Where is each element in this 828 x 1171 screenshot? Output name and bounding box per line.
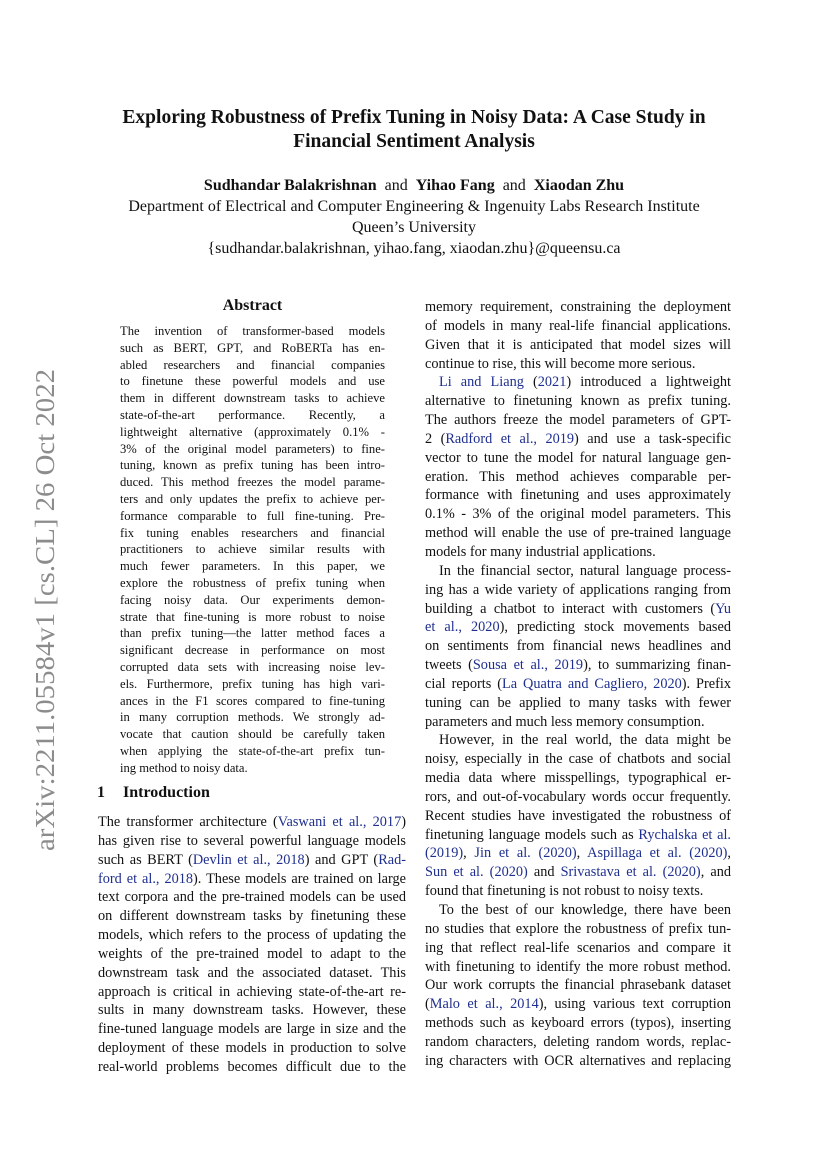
text-segment: sults in many downstream tasks. However, these	[98, 1002, 406, 1019]
text-line	[98, 1020, 406, 1039]
text-segment: deployment of these models in production to solve	[98, 1040, 406, 1057]
text-segment: method will enable the use of pre-trained language	[425, 525, 731, 542]
abstract-line: vocate that caution should be carefully taken	[120, 727, 385, 742]
text-segment: tuning can be applied to many tasks with fewer	[425, 694, 731, 711]
text-segment: models, which refers to the process of updating the	[98, 927, 406, 944]
text-segment: methods such as keyboard errors (typos), inserting	[425, 1015, 731, 1032]
text-line	[425, 882, 731, 901]
citation-link[interactable]: et al., 2020	[425, 619, 500, 636]
right-column-body	[425, 298, 731, 1071]
text-segment: )	[401, 814, 406, 830]
text-segment: media data where misspellings, typographical er-	[425, 770, 731, 787]
author-conjunction: and	[502, 177, 526, 194]
text-segment: ), using various text corruption	[538, 996, 731, 1013]
text-line	[425, 430, 731, 449]
text-segment: random characters, deleting random words, replac-	[425, 1033, 731, 1050]
author-conjunction: and	[384, 177, 408, 194]
abstract-line: ances in the F1 scores compared to fine-tuning	[120, 693, 385, 708]
title-line-2: Financial Sentiment Analysis	[293, 131, 535, 152]
text-line	[425, 505, 731, 524]
abstract-line: facing noisy data. Our experiments demon-	[120, 592, 385, 607]
text-segment: Recent studies have investigated the robustness of	[425, 807, 731, 824]
citation-link[interactable]: Malo et al., 2014	[429, 996, 539, 1013]
text-segment: ,	[727, 845, 731, 862]
abstract-line: els. Furthermore, prefix tuning has high vari-	[120, 676, 385, 691]
text-line	[425, 976, 731, 995]
text-line	[425, 826, 731, 845]
abstract-line: much fewer parameters. In this paper, we	[120, 559, 385, 574]
text-segment: fine-tuned language models are large in size and the	[98, 1021, 406, 1038]
affiliation: Department of Electrical and Computer Engineering & Ingenuity Labs Research Institute	[128, 198, 700, 215]
citation-link[interactable]: Aspillaga et al. (2020)	[587, 845, 728, 862]
citation-link[interactable]: Sun et al. (2020)	[425, 864, 528, 881]
text-segment: parameters and much less memory consumption.	[425, 713, 705, 730]
university: Queen’s University	[352, 219, 476, 236]
text-segment: weights of the pre-trained model to adapt to the	[98, 945, 406, 962]
text-segment: , and	[700, 864, 731, 881]
text-line	[425, 863, 731, 882]
text-line	[98, 1001, 406, 1020]
abstract-line: explore the robustness of prefix tuning when	[120, 575, 385, 590]
author-name: Yihao Fang	[415, 177, 495, 194]
text-segment: ). Prefix	[681, 675, 731, 692]
text-line	[425, 844, 731, 863]
text-segment: Given that it is anticipated that model sizes will	[425, 336, 731, 353]
text-segment: ,	[576, 845, 588, 862]
arxiv-watermark	[14, 365, 68, 855]
abstract-line: ters and only updates the prefix to achieve per-	[120, 491, 385, 506]
text-line	[425, 411, 731, 430]
citation-link[interactable]: Li and Liang	[439, 374, 524, 391]
text-segment: In the financial sector, natural language process-	[439, 562, 731, 579]
text-segment: ing has a wide variety of applications ranging from	[425, 581, 731, 598]
text-segment: vector to tune the model for natural language gen-	[425, 449, 731, 466]
text-line	[425, 581, 731, 600]
text-segment: models for many industrial applications.	[425, 543, 656, 560]
text-line	[425, 731, 731, 750]
citation-link[interactable]: Jin et al. (2020)	[474, 845, 577, 862]
text-segment: on sentiments from financial news headlines and	[425, 638, 731, 655]
text-segment: ing characters with OCR alternatives and replacing	[425, 1052, 731, 1069]
text-line	[98, 832, 406, 851]
citation-link[interactable]: Yu	[715, 600, 731, 617]
title-line-1: Exploring Robustness of Prefix Tuning in Noisy Data: A Case Study in	[122, 107, 706, 128]
text-segment: eration. This method achieves comparable per-	[425, 468, 731, 485]
abstract-line: tuning, known as prefix tuning has been intro-	[120, 458, 385, 473]
citation-link[interactable]: La Quatra and Cagliero, 2020	[501, 675, 682, 692]
text-segment: noisy, especially in the case of chatbots and social	[425, 751, 731, 768]
text-line	[425, 449, 731, 468]
text-line	[425, 694, 731, 713]
arxiv-identifier: arXiv:2211.05584v1 [cs.CL] 26 Oct 2022	[30, 399, 60, 851]
text-line	[98, 926, 406, 945]
text-segment: ) and GPT (	[304, 851, 379, 868]
text-line	[425, 807, 731, 826]
abstract-line: to finetune these powerful models and use	[120, 374, 385, 389]
text-line	[425, 373, 731, 392]
citation-link[interactable]: Sousa et al., 2019	[472, 657, 584, 674]
text-line	[98, 945, 406, 964]
text-line	[425, 788, 731, 807]
introduction-body	[98, 813, 406, 1077]
text-segment: However, in the real world, the data might be	[439, 732, 731, 749]
text-line	[425, 355, 731, 374]
text-segment: finetuning language models such as	[425, 826, 639, 843]
author-name: Sudhandar Balakrishnan	[203, 177, 377, 194]
text-segment: The authors freeze the model parameters of GPT-	[425, 412, 731, 429]
citation-link[interactable]: Vaswani et al., 2017	[277, 814, 402, 830]
text-segment: formance with finetuning and uses approximately	[425, 487, 731, 504]
text-line	[425, 336, 731, 355]
text-segment: tweets (	[425, 657, 473, 674]
citation-link[interactable]: (2019)	[425, 845, 464, 862]
text-segment: alternative to finetuning known as prefix tuning.	[425, 393, 731, 410]
abstract-line: lightweight alternative (approximately 0.1% -	[120, 424, 385, 439]
abstract-line: 3% of the original model parameters) to fine-	[120, 441, 385, 456]
text-segment: of models in many real-life financial applications.	[425, 317, 731, 334]
citation-link[interactable]: Rad-	[378, 851, 406, 868]
text-segment: (	[425, 996, 430, 1013]
text-segment: on different downstream tasks by finetuning these	[98, 908, 406, 925]
text-line	[425, 939, 731, 958]
text-line	[425, 656, 731, 675]
author-emails: {sudhandar.balakrishnan, yihao.fang, xiaodan.zhu}@queensu.ca	[207, 240, 621, 257]
text-segment: real-world problems becomes difficult due to the	[98, 1058, 406, 1075]
text-segment: no studies that explore the robustness of prefix tun-	[425, 920, 731, 937]
text-line	[425, 1014, 731, 1033]
text-segment: 0.1% - 3% of the original model parameters. This	[425, 506, 731, 523]
text-segment: such as BERT (	[98, 851, 193, 868]
text-segment: approach is critical in achieving state-of-the-art re-	[98, 983, 406, 1000]
text-line	[425, 675, 731, 694]
text-segment: Our work corrupts the financial phrasebank dataset	[425, 977, 731, 994]
text-segment: ) and use a task-specific	[574, 430, 731, 447]
citation-link[interactable]: ford et al., 2018	[98, 870, 194, 887]
text-line	[425, 920, 731, 939]
abstract-line: corrupted data sets with increasing noise lev-	[120, 659, 385, 674]
text-segment: ), predicting stock movements based	[499, 619, 731, 636]
abstract-line: strate that fine-tuning is more robust to noise	[120, 609, 385, 624]
text-line	[425, 562, 731, 581]
text-line	[98, 813, 406, 832]
citation-link[interactable]: Rychalska et al.	[638, 826, 732, 843]
abstract-line: in many corruption methods. We strongly ad-	[120, 710, 385, 725]
citation-link[interactable]: Radford et al., 2019	[445, 430, 575, 447]
text-segment: To the best of our knowledge, there have been	[439, 902, 731, 918]
text-line	[425, 298, 731, 317]
text-line	[425, 1052, 731, 1071]
author-block	[100, 175, 728, 259]
text-line	[98, 851, 406, 870]
text-segment: cial reports (	[425, 675, 502, 692]
abstract-line: state-of-the-art performance. Recently, a	[120, 407, 385, 422]
text-segment: rors, and out-of-vocabulary words occur frequently.	[425, 788, 731, 805]
section-heading-introduction	[97, 782, 407, 804]
abstract-line: fix tuning enables researchers and financial	[120, 525, 385, 540]
abstract-line: abled researchers and financial companies	[120, 357, 385, 372]
text-line	[425, 392, 731, 411]
text-line	[425, 618, 731, 637]
text-segment: found that finetuning is not robust to noisy texts.	[425, 883, 704, 900]
text-segment: memory requirement, constraining the deployment	[425, 299, 731, 315]
text-segment: with finetuning to identify the more robust method.	[425, 958, 731, 975]
text-segment: building a chatbot to interact with customers (	[425, 600, 716, 617]
text-segment: ), to summarizing finan-	[583, 657, 731, 674]
text-segment: ,	[463, 845, 475, 862]
text-line	[425, 317, 731, 336]
text-line	[98, 1058, 406, 1077]
text-segment: (	[523, 374, 538, 391]
abstract-line: such as BERT, GPT, and RoBERTa has en-	[120, 340, 385, 355]
text-line	[425, 637, 731, 656]
text-segment: and	[527, 864, 561, 881]
text-line	[425, 901, 731, 920]
text-segment: The transformer architecture (	[98, 814, 278, 830]
text-segment: ing that reflect real-life scenarios and compare it	[425, 939, 731, 956]
text-line	[425, 958, 731, 977]
text-segment: ) introduced a lightweight	[566, 374, 731, 391]
text-line	[425, 468, 731, 487]
text-line	[425, 769, 731, 788]
abstract-line: formance comparable to full fine-tuning. Pre-	[120, 508, 385, 523]
section-number: 1	[97, 784, 105, 801]
citation-link[interactable]: Devlin et al., 2018	[192, 851, 305, 868]
text-line	[425, 486, 731, 505]
text-segment: 2 (	[425, 430, 446, 447]
text-segment: continue to rise, this will become more serious.	[425, 355, 696, 372]
text-line	[425, 995, 731, 1014]
text-line	[98, 983, 406, 1002]
text-line	[98, 907, 406, 926]
text-line	[425, 1033, 731, 1052]
text-line	[425, 524, 731, 543]
abstract-line: than prefix tuning—the latter method faces a	[120, 626, 385, 641]
text-line	[425, 543, 731, 562]
text-segment: ). These models are trained on large	[193, 870, 407, 887]
text-line	[98, 870, 406, 889]
text-line	[98, 964, 406, 983]
text-line	[98, 888, 406, 907]
text-line	[425, 713, 731, 732]
abstract-line: duced. This method freezes the model parame-	[120, 475, 385, 490]
abstract-body	[120, 323, 385, 777]
abstract-line: The invention of transformer-based models	[120, 324, 385, 338]
text-line	[425, 600, 731, 619]
text-segment: downstream task and the associated dataset. This	[98, 964, 406, 981]
abstract-line: significant decrease in performance on most	[120, 643, 385, 658]
abstract-line: when applying the state-of-the-art prefix tun-	[120, 743, 385, 758]
author-names	[100, 175, 728, 196]
abstract-heading: Abstract	[222, 297, 283, 314]
text-line	[98, 1039, 406, 1058]
paper-title	[100, 106, 728, 154]
text-line	[425, 750, 731, 769]
abstract-line: practitioners to achieve similar results with	[120, 542, 385, 557]
text-segment: text corpora and the pre-trained models can be used	[98, 889, 406, 906]
text-segment: has given rise to several powerful language models	[98, 832, 406, 849]
abstract-line: ing method to noisy data.	[120, 760, 248, 775]
author-name: Xiaodan Zhu	[533, 177, 625, 194]
abstract-line: them in different downstream tasks to achieve	[120, 391, 385, 406]
section-title: Introduction	[123, 784, 210, 801]
citation-link[interactable]: 2021	[537, 374, 567, 391]
citation-link[interactable]: Srivastava et al. (2020)	[560, 864, 701, 881]
